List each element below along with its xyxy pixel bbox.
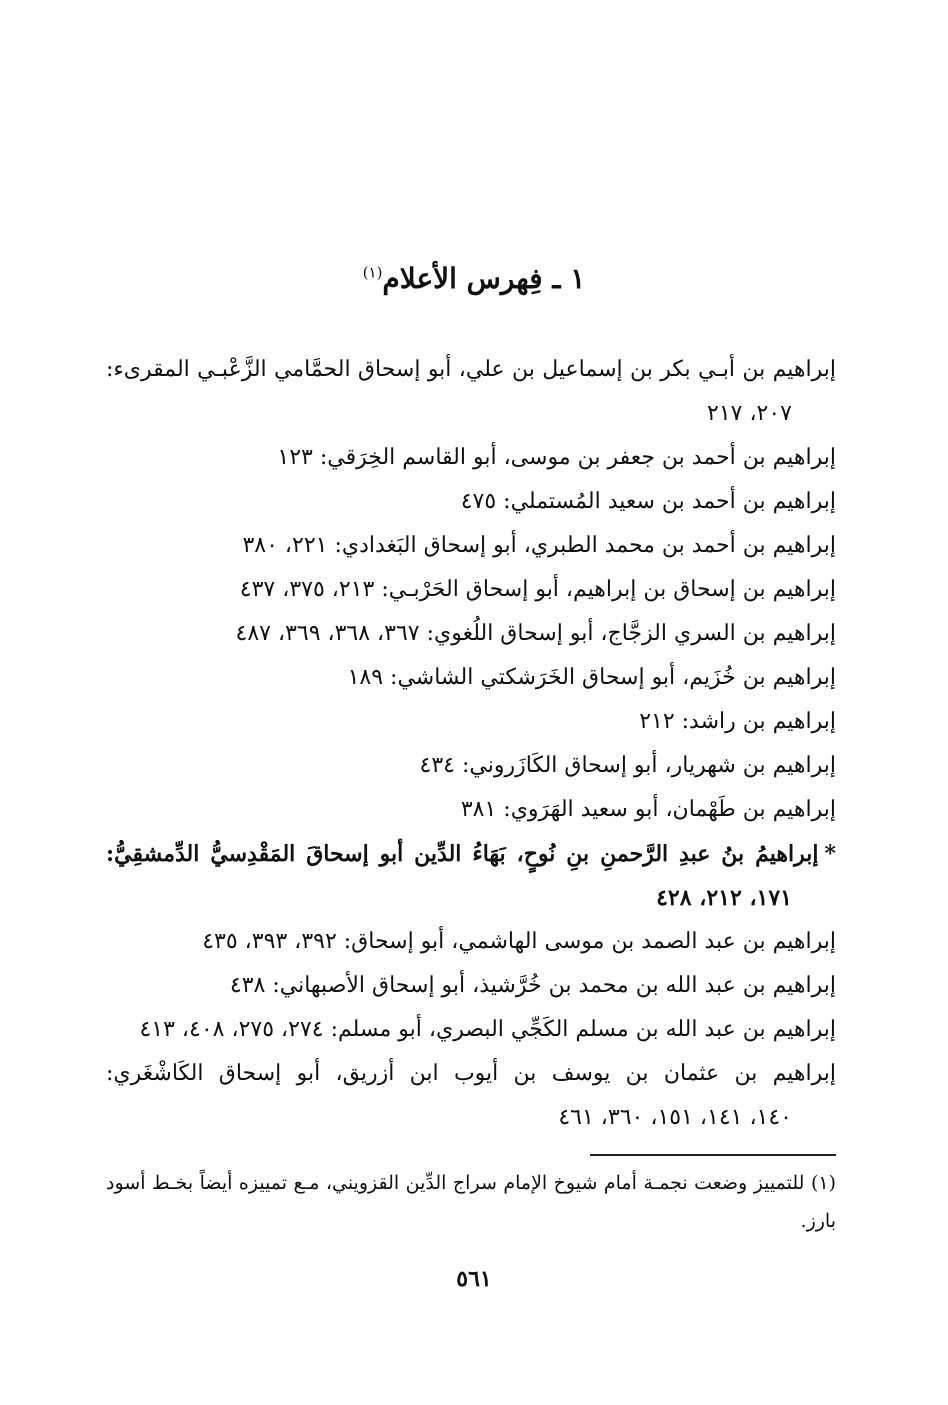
index-title-number: ١ ـ bbox=[552, 262, 586, 295]
entry-page-refs: ٢٧٤، ٢٧٥، ٤٠٨، ٤١٣ bbox=[139, 1017, 324, 1042]
index-entry bbox=[106, 656, 836, 700]
entry-name: إبراهيم بن السري الزجَّاج، أبو إسحاق اللُغوي: bbox=[426, 621, 836, 646]
footnote-divider bbox=[590, 1154, 836, 1156]
shaykh-star-marker: * bbox=[824, 841, 836, 867]
entry-name: إبراهيم بن راشد: bbox=[681, 709, 836, 734]
entry-page-refs: ٣٩٢، ٣٩٣، ٤٣٥ bbox=[202, 929, 337, 954]
entry-page-refs: ٤٧٥ bbox=[460, 489, 497, 514]
entry-page-refs: ٢٠٧، ٢١٧ bbox=[707, 401, 792, 426]
entry-page-refs: ٣٨١ bbox=[460, 797, 497, 822]
entry-name: إبراهيم بن عبد الله بن مسلم الكَجِّي البصري، أبو مسلم: bbox=[330, 1017, 836, 1042]
entry-name: إبراهيم بن عبد الله بن محمد بن خُرَّشيذ، أبو إسحاق الأصبهاني: bbox=[272, 973, 836, 998]
entry-page-refs: ٢١٢ bbox=[639, 709, 675, 734]
entry-name: إبراهيم بن طَهْمان، أبو سعيد الهَرَوي: bbox=[503, 797, 836, 822]
entry-name: إبراهيم بن أحمد بن محمد الطبري، أبو إسحاق البَغدادي: bbox=[334, 533, 836, 558]
entry-page-refs: ٤٣٤ bbox=[419, 753, 455, 778]
page-number: ٥٦١ bbox=[456, 1266, 492, 1292]
entry-name: إبراهيم بن خُزَيم، أبو إسحاق الخَرَشكتي الشاشي: bbox=[390, 665, 836, 690]
index-title-note-ref: (١) bbox=[362, 263, 383, 282]
index-entry bbox=[106, 920, 836, 964]
entry-name: إبراهيم بن عبد الصمد بن موسى الهاشمي، أبو إسحاق: bbox=[343, 929, 836, 954]
entry-page-refs: ١٢٣ bbox=[277, 445, 313, 470]
index-entry bbox=[106, 700, 836, 744]
footnote-marker: (١) bbox=[810, 1172, 836, 1194]
index-entry bbox=[106, 1008, 836, 1052]
index-entry bbox=[106, 788, 836, 832]
entry-page-refs: ٣٦٧، ٣٦٨، ٣٦٩، ٤٨٧ bbox=[235, 621, 420, 646]
index-entry bbox=[106, 480, 836, 524]
index-entry bbox=[106, 612, 836, 656]
entry-page-refs: ١٧١، ٢١٢، ٤٢٨ bbox=[656, 885, 792, 911]
entry-name: إبراهيم بن عثمان بن يوسف بن أيوب ابن أزريق، أبو إسحاق الكَاشْغَري: bbox=[106, 1061, 836, 1086]
entry-page-refs: ١٤٠، ١٤١، ١٥١، ٣٦٠، ٤٦١ bbox=[558, 1105, 792, 1130]
entry-page-refs: ٢٢١، ٣٨٠ bbox=[242, 533, 328, 558]
entry-name: إبراهيم بن أبـي بكر بن إسماعيل بن علي، أبو إسحاق الحمَّامي الزَّعْبـي المقرىء: bbox=[106, 357, 836, 382]
index-entry bbox=[106, 524, 836, 568]
index-entry bbox=[106, 568, 836, 612]
index-entry bbox=[106, 436, 836, 480]
entry-page-refs: ٢١٣، ٣٧٥، ٤٣٧ bbox=[239, 577, 375, 602]
index-title bbox=[0, 262, 948, 295]
footnote-text: للتمييز وضعت نجمـة أمام شيوخ الإمام سراج الدِّين القزويني، مـع تمييزه أيضاً بخـط أسود بارز. bbox=[106, 1172, 836, 1232]
footnote bbox=[106, 1164, 836, 1240]
index-entry bbox=[106, 832, 836, 920]
entry-name: إبراهيم بن إسحاق بن إبراهيم، أبو إسحاق الحَرْبـي: bbox=[381, 577, 836, 602]
index-entry bbox=[106, 744, 836, 788]
entry-name: إبراهيم بن شهريار، أبو إسحاق الكَازَروني: bbox=[462, 753, 836, 778]
entry-page-refs: ١٨٩ bbox=[347, 665, 384, 690]
entry-page-refs: ٤٣٨ bbox=[229, 973, 266, 998]
index-entries-list bbox=[106, 348, 836, 1140]
entry-name: إبراهيم بن أحمد بن سعيد المُستملي: bbox=[503, 489, 836, 514]
index-entry bbox=[106, 348, 836, 436]
index-title-text: فِهرس الأعلام bbox=[382, 262, 543, 295]
index-entry bbox=[106, 964, 836, 1008]
index-entry bbox=[106, 1052, 836, 1140]
entry-name: إبراهيم بن أحمد بن جعفر بن موسى، أبو القاسم الخِرَقي: bbox=[319, 445, 836, 470]
entry-name: إبراهيمُ بنُ عبدِ الرَّحمنِ بنِ نُوحٍ، بَهَاءُ الدِّين أبو إسحاقَ المَقْدِسيُّ الدِّمشقِيُّ: bbox=[106, 841, 819, 867]
